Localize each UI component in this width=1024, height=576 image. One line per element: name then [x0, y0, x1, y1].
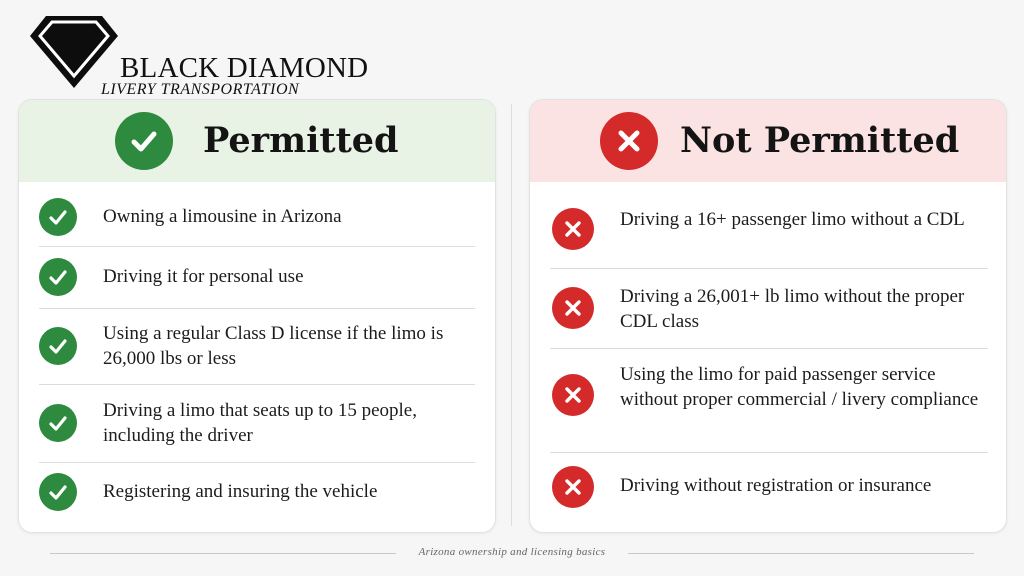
x-icon [552, 208, 594, 250]
check-circle-icon [115, 112, 173, 170]
check-icon [39, 327, 77, 365]
x-icon [552, 466, 594, 508]
permitted-item-text: Driving a limo that seats up to 15 people, including the driver [103, 400, 417, 446]
diamond-icon [28, 14, 120, 90]
brand-logo [28, 14, 369, 98]
not-permitted-item-text: Driving a 16+ passenger limo without a CDL [620, 209, 965, 230]
permitted-item-text: Registering and insuring the vehicle [103, 481, 378, 502]
permitted-item-text: Driving it for personal use [103, 266, 304, 287]
permitted-header [19, 100, 495, 182]
brand-name: BLACK DIAMOND [120, 52, 369, 84]
x-circle-icon [600, 112, 658, 170]
permitted-item [39, 384, 475, 463]
permitted-item [39, 198, 475, 247]
check-icon [39, 258, 77, 296]
not-permitted-item [550, 268, 988, 349]
brand-tagline: LIVERY TRANSPORTATION [101, 81, 300, 98]
not-permitted-panel [529, 99, 1007, 533]
permitted-item [39, 308, 475, 385]
check-icon [39, 473, 77, 511]
permitted-panel [18, 99, 496, 533]
check-icon [39, 198, 77, 236]
not-permitted-title: Not Permitted [680, 120, 960, 161]
permitted-title: Permitted [203, 120, 399, 161]
not-permitted-item [550, 452, 988, 522]
check-icon [39, 404, 77, 442]
not-permitted-header [530, 100, 1006, 182]
permitted-item-text: Using a regular Class D license if the limo is 26,000 lbs or less [103, 323, 444, 369]
not-permitted-item-text: Driving a 26,001+ lb limo without the proper CDL class [620, 286, 965, 332]
not-permitted-item-text: Driving without registration or insurance [620, 475, 932, 496]
panel-divider [511, 104, 512, 526]
not-permitted-item [550, 348, 988, 453]
permitted-item [39, 246, 475, 309]
permitted-item [39, 462, 475, 522]
permitted-item-text: Owning a limousine in Arizona [103, 206, 342, 227]
not-permitted-item [550, 198, 988, 269]
x-icon [552, 374, 594, 416]
not-permitted-item-text: Using the limo for paid passenger service without proper commercial / livery compliance [620, 364, 979, 410]
footer-caption: Arizona ownership and licensing basics [418, 546, 606, 558]
x-icon [552, 287, 594, 329]
